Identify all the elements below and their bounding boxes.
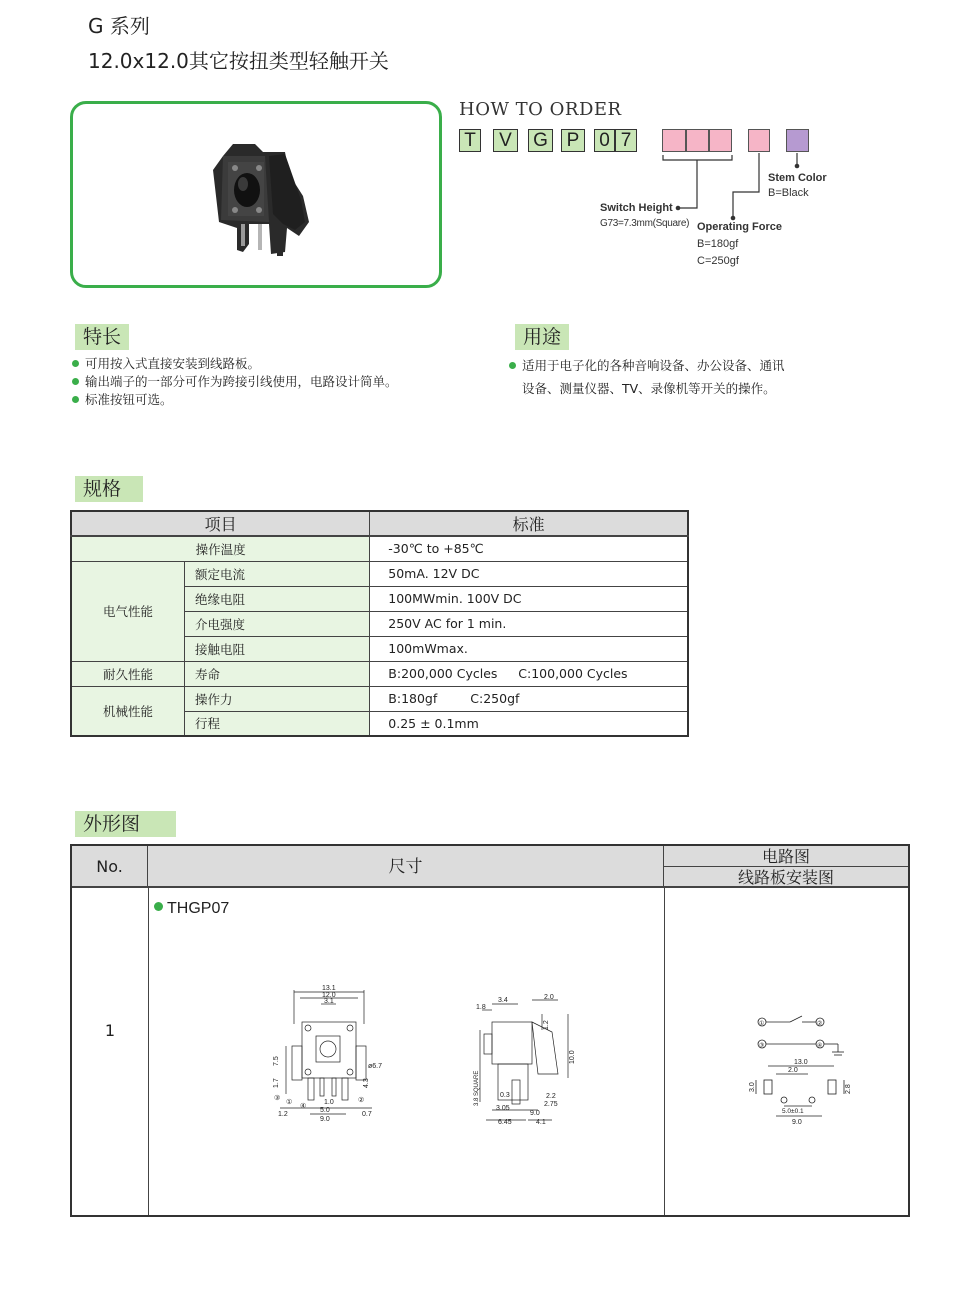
dim-label: 3.4 (498, 997, 508, 1004)
spec-item: 寿命 (185, 661, 370, 686)
table-row (71, 686, 688, 711)
circuit-pcb-drawing (749, 1008, 862, 1128)
pin-label: ④ (817, 1043, 823, 1049)
pin-label: ② (817, 1021, 823, 1027)
feature-item: 可用按入式直接安装到线路板。 (72, 354, 260, 372)
order-leader-lines (0, 0, 980, 300)
order-code-letter: G (528, 129, 553, 152)
spec-item: 操作温度 (71, 536, 370, 561)
dim-label: 1.0 (324, 1099, 334, 1106)
spec-group: 机械性能 (71, 686, 185, 736)
stem-color-note (768, 171, 827, 201)
dim-label: 2.0 (544, 994, 554, 1001)
dim-label: 1.2 (278, 1111, 288, 1118)
order-code-letter: V (493, 129, 518, 152)
table-row (71, 561, 688, 586)
dim-label: 2.0 (788, 1067, 798, 1074)
dim-label: 10.0 (569, 1050, 576, 1064)
dim-label: 4.1 (536, 1119, 546, 1126)
series-title: G 系列 (88, 14, 150, 38)
operating-force-b: B=180gf (697, 238, 739, 250)
dim-label: 2.8 (845, 1084, 852, 1094)
dim-label: 5.0±0.1 (782, 1108, 804, 1115)
order-code-letter: P (561, 129, 585, 152)
pin-label: ② (358, 1097, 365, 1104)
bullet-dot-icon (154, 902, 163, 911)
dim-label: 13.0 (794, 1059, 808, 1066)
dim-label: 9.0 (320, 1116, 330, 1123)
dim-label: 7.5 (273, 1056, 280, 1066)
spec-item: 额定电流 (185, 561, 370, 586)
spec-group: 耐久性能 (71, 661, 185, 686)
outline-col-pcb: 线路板安装图 (664, 867, 908, 888)
spec-item: 接触电阻 (185, 636, 370, 661)
feature-item: 标准按钮可选。 (72, 390, 173, 408)
features-label: 特长 (75, 324, 129, 350)
spec-item: 操作力 (185, 686, 370, 711)
outline-col-size: 尺寸 (148, 846, 664, 888)
spec-group: 电气性能 (71, 561, 185, 661)
spec-value: B:200,000 Cycles C:100,000 Cycles (370, 661, 688, 686)
outline-model: THGP07 (154, 900, 229, 918)
spec-value: 100MWmin. 100V DC (370, 586, 688, 611)
column-divider (664, 888, 665, 1215)
dim-label: 1.8 (476, 1004, 486, 1011)
dim-label: 3.1 (324, 998, 334, 1005)
pin-label: ① (759, 1021, 765, 1027)
dim-label: 13.1 (322, 985, 336, 992)
operating-force-c: C=250gf (697, 255, 739, 267)
dim-label: 9.0 (792, 1119, 802, 1126)
dim-label: 2.75 (544, 1101, 558, 1108)
pin-label: ④ (300, 1103, 307, 1110)
spec-item: 绝缘电阻 (185, 586, 370, 611)
uses-text-line1: 适用于电子化的各种音响设备、办公设备、通讯 (509, 356, 785, 374)
spec-value: B:180gf C:250gf (370, 686, 688, 711)
spec-value: -30℃ to +85℃ (370, 536, 688, 561)
outline-row-no: 1 (104, 1021, 116, 1040)
feature-item: 输出端子的一部分可作为跨接引线使用，电路设计简单。 (72, 372, 398, 390)
spec-col-standard: 标准 (370, 511, 688, 536)
dim-label: 3.0 (749, 1082, 756, 1092)
uses-label: 用途 (515, 324, 569, 350)
dim-label: 3.8 SQUARE (474, 1070, 480, 1106)
dim-label: 0.3 (500, 1092, 510, 1099)
spec-item: 介电强度 (185, 611, 370, 636)
order-code-letter: 7 (615, 129, 637, 152)
table-row (71, 661, 688, 686)
dim-label: 1.7 (273, 1078, 280, 1088)
operating-force-note (697, 219, 782, 270)
front-view-drawing (272, 984, 392, 1134)
uses-text-line2: 设备、测量仪器、TV、录像机等开关的操作。 (522, 381, 776, 396)
spec-item: 行程 (185, 711, 370, 736)
dim-label: 3.05 (496, 1105, 510, 1112)
dim-label: 1.2 (543, 1020, 550, 1030)
stem-color-value: B=Black (768, 187, 809, 199)
dim-label: 0.7 (362, 1111, 372, 1118)
bullet-dot-icon (72, 360, 79, 367)
outline-table (70, 844, 910, 1217)
dim-label: 9.0 (530, 1110, 540, 1117)
outline-col-circuit: 电路图 (664, 846, 908, 867)
order-code-letter: T (459, 129, 481, 152)
outline-label: 外形图 (75, 811, 176, 837)
order-code-letter: 0 (594, 129, 615, 152)
dim-label: 5.0 (320, 1107, 330, 1114)
bullet-dot-icon (72, 396, 79, 403)
side-view-drawing (472, 994, 582, 1134)
product-title: 12.0x12.0其它按扭类型轻触开关 (88, 49, 389, 73)
switch-height-value: G73=7.3mm(Square) (600, 218, 690, 229)
how-to-order-title: HOW TO ORDER (459, 99, 622, 120)
dim-label: ø6.7 (368, 1063, 383, 1070)
pin-label: ① (286, 1099, 293, 1106)
dim-label: 6.45 (498, 1119, 512, 1126)
spec-col-item: 项目 (71, 511, 370, 536)
spec-label: 规格 (75, 476, 143, 502)
spec-value: 50mA. 12V DC (370, 561, 688, 586)
table-row (71, 536, 688, 561)
dim-label: 2.2 (546, 1093, 556, 1100)
switch-height-label: Switch Height (600, 202, 673, 214)
spec-value: 100mWmax. (370, 636, 688, 661)
pin-label: ③ (759, 1043, 765, 1049)
operating-force-label: Operating Force (697, 221, 782, 233)
dim-label: 4.3 (363, 1078, 370, 1088)
pin-label: ③ (274, 1095, 281, 1102)
switch-height-note (600, 201, 689, 231)
spec-value: 250V AC for 1 min. (370, 611, 688, 636)
spec-value: 0.25 ± 0.1mm (370, 711, 688, 736)
column-divider (148, 888, 149, 1215)
stem-color-label: Stem Color (768, 172, 827, 184)
dim-label: 12.0 (322, 992, 336, 999)
bullet-dot-icon (509, 362, 516, 369)
outline-col-no: No. (72, 846, 148, 888)
spec-table (70, 510, 689, 737)
bullet-dot-icon (72, 378, 79, 385)
